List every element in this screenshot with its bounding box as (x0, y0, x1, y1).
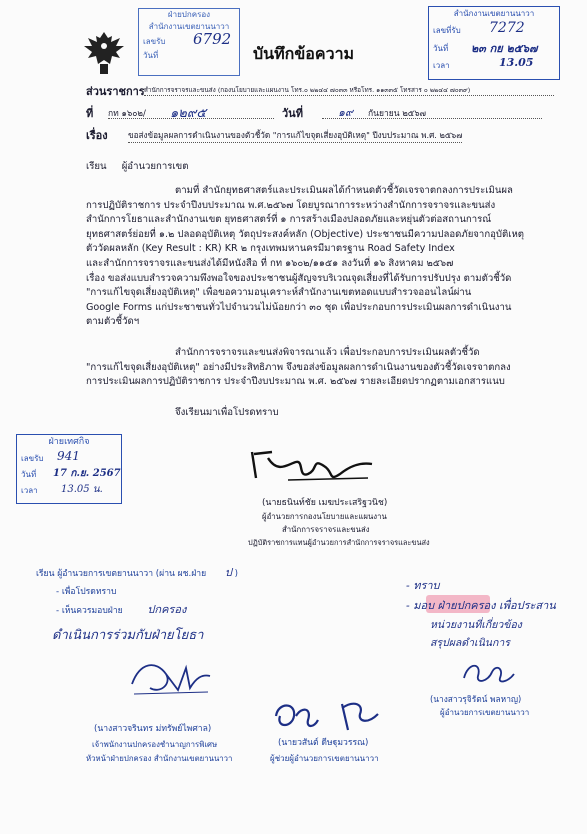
routing-to-handwritten: ป (224, 566, 232, 579)
ref-value: กท ๑๖๐๒/ (108, 109, 146, 119)
garuda-emblem-icon (82, 30, 126, 76)
paragraph-line: Google Forms แก่ประชาชนทั่วไปจำนวนไม่น้อยกว่า ๓๐ ชุด เพื่อประกอบการประเมินผลการดำเนินงาน (86, 301, 512, 313)
paragraph-line: การปฏิบัติราชการ ประจำปีงบประมาณ พ.ศ.๒๕๖๗ โดยบูรณาการระหว่างสำนักการจราจรและขนส่ง (86, 199, 496, 211)
paragraph-line: สำนักการจราจรและขนส่งพิจารณาแล้ว เพื่อประกอบการประเมินผลตัวชี้วัด (175, 347, 480, 358)
stamp-right-date-value: ๒๓ กย ๒๕๖๗ (471, 42, 538, 55)
routing-item-2-handwritten: ปกครอง (147, 603, 187, 616)
signature-director (248, 444, 378, 492)
receipt-stamp-right (428, 6, 560, 80)
body-paragraph-1 (86, 184, 524, 330)
stamp-office: ฝ่ายปกครอง (167, 10, 211, 19)
ref-label: ที่ (86, 107, 94, 120)
agency-value: สำนักการจราจรและขนส่ง (กองนโยบายและแผนงาน โทร.๐ ๒๒๔๔ ๗๐๓๓ หรือโทร. ๑๑๓๓๕ โทรสาร ๐ ๒๒๔๔ ๗๐๓๙) (144, 85, 554, 96)
assistant-position: ผู้ช่วยผู้อำนวยการเขตยานนาวา (270, 754, 379, 763)
sender-position-2: หัวหน้าฝ่ายปกครอง สำนักงานเขตยานนาวา (86, 754, 233, 763)
note-line-2: - มอบ ฝ่ายปกครอง เพื่อประสาน (406, 599, 556, 612)
paragraph-line: และสำนักการจราจรและขนส่งได้มีหนังสือ ที่ กท ๑๖๐๒/๑๑๕๑ ลงวันที่ ๑๖ สิงหาคม ๒๕๖๗ (86, 257, 454, 269)
stamp-recv-label: เลขรับ (143, 37, 166, 46)
sender-name: (นางสาวจรินทร ม่ทรัพย์ไพศาล) (94, 724, 212, 734)
subject-value: ขอส่งข้อมูลผลการดำเนินงานของตัวชี้วัด "การแก้ไขจุดเสี่ยงอุบัติเหตุ" ปีงบประมาณ พ.ศ. ๒๕๖๗ (128, 129, 462, 143)
stamp-right-time-value: 13.05 (499, 56, 534, 69)
note-line-4: สรุปผลดำเนินการ (430, 637, 510, 649)
ref-number-handwritten: ๑๒๙๕ (170, 106, 207, 121)
date-day: ๑๙ (338, 106, 354, 119)
stamp-traffic-time-label: เวลา (21, 486, 38, 495)
paragraph-line: สำนักการโยธาและสำนักงานเขต ยุทธศาสตร์ที่ ๑ การสร้างเมืองปลอดภัยและหยุ่นตัวต่อสถานการณ์ (86, 214, 492, 226)
routing-item-2 (56, 603, 186, 618)
signatory-name: (นายธนินท์ชัย เมฆประเสริฐวนิช) (262, 498, 388, 508)
routing-header: เรียน ผู้อำนวยการเขตยานนาวา (ผ่าน ผช.ฝ่าย ป ) (36, 566, 238, 579)
agency-row (86, 82, 556, 98)
paragraph-line: ตามที่ สำนักยุทธศาสตร์และประเมินผลได้กำหนดตัวชี้วัดเจรจาตกลงการประเมินผล (175, 185, 513, 196)
paragraph-line: ยุทธศาสตร์ย่อยที่ ๑.๒ ปลอดอุบัติเหตุ วัตถุประสงค์หลัก (Objective) ประชาชนมีความปลอดภัยจากอุบัติเหตุ (86, 228, 525, 240)
signatory-position-2: สำนักการจราจรและขนส่ง (282, 525, 370, 534)
paragraph-line: "การแก้ไขจุดเสี่ยงอุบัติเหตุ" อย่างมีประสิทธิภาพ จึงขอส่งข้อมูลผลการดำเนินงานของตัวชี้วัดเจรจาตกลง (86, 361, 511, 373)
paragraph-line: ตามตัวชี้วัดฯ (86, 316, 140, 328)
memo-title: บันทึกข้อความ (253, 44, 355, 63)
note-line-3: หน่วยงานที่เกี่ยวข้อง (430, 619, 522, 631)
paragraph-line: ตัววัดผลหลัก (Key Result : KR) KR ๒ กรุงเทพมหานครมีมาตรฐาน Road Safety Index (86, 243, 455, 255)
district-director-name: (นางสาวรุจิรัตน์ พลหาญ) (430, 694, 522, 704)
routing-to-label: เรียน ผู้อำนวยการเขตยานนาวา (ผ่าน ผช.ฝ่าย (36, 569, 207, 579)
district-director-position: ผู้อำนวยการเขตยานนาวา (440, 708, 530, 717)
salutation (86, 160, 188, 174)
paragraph-line: "การแก้ไขจุดเสี่ยงอุบัติเหตุ" เพื่อขอความอนุเคราะห์สำนักงานเขตทอดแบบสำรวจออนไลน์ผ่าน (86, 287, 472, 299)
stamp-traffic-time-value: 13.05 น. (61, 484, 103, 495)
signatory-position-1: ผู้อำนวยการกองนโยบายและแผนงาน (262, 512, 387, 521)
salutation-value: ผู้อำนวยการเขต (121, 161, 189, 172)
stamp-traffic-date-value: 17 ก.ย. 2567 (53, 468, 121, 479)
signature-sender (126, 654, 216, 702)
routing-item-1: - เพื่อโปรดทราบ (56, 587, 117, 597)
date-label: วันที่ (282, 107, 303, 120)
stamp-district: สำนักงานเขตยานนาวา (148, 22, 230, 31)
stamp-right-date-label: วันที่ (433, 44, 449, 53)
signature-district-director (458, 658, 518, 692)
stamp-traffic-recv-label: เลขรับ (21, 454, 44, 463)
agency-label: ส่วนราชการ (86, 85, 145, 98)
stamp-traffic-unit: ฝ่ายเทศกิจ (48, 437, 90, 447)
routing-item-2-prefix: - เห็นควรมอบฝ่าย (56, 606, 123, 616)
paragraph-line: การประเมินผลการปฏิบัติราชการ ประจำปีงบประมาณ พ.ศ. ๒๕๖๗ รายละเอียดปรากฏตามเอกสารแนบ (86, 376, 505, 388)
closing-line: จึงเรียนมาเพื่อโปรดทราบ (175, 407, 279, 418)
ref-row (86, 104, 556, 120)
date-rest: กันยายน ๒๕๖๗ (368, 109, 427, 119)
routing-item-3-handwritten: ดำเนินการร่วมกับฝ่ายโยธา (52, 628, 204, 643)
stamp-traffic-recv-number: 941 (57, 449, 80, 463)
sender-position-1: เจ้าพนักงานปกครองชำนาญการพิเศษ (92, 740, 218, 749)
stamp-right-recv-number: 7272 (489, 20, 525, 36)
stamp-right-district: สำนักงานเขตยานนาวา (453, 9, 535, 18)
signature-assistant (268, 694, 388, 738)
stamp-traffic-date-label: วันที่ (21, 470, 37, 479)
salutation-label: เรียน (86, 161, 107, 172)
note-line-1: - ทราบ (406, 579, 440, 592)
stamp-date-label: วันที่ (143, 51, 159, 60)
receipt-stamp-left (138, 8, 240, 76)
body-paragraph-2 (86, 346, 511, 390)
subject-row (86, 126, 556, 142)
subject-label: เรื่อง (86, 129, 108, 142)
paragraph-line: เรื่อง ขอส่งแบบสำรวจความพึงพอใจของประชาชนผู้สัญจรบริเวณจุดเสี่ยงที่ได้รับการปรับปรุง ตามตัวชี้วัด (86, 272, 512, 284)
receipt-stamp-traffic (16, 434, 122, 504)
stamp-recv-number: 6792 (193, 30, 232, 48)
stamp-right-recv-label: เลขที่รับ (433, 26, 461, 35)
assistant-name: (นายวสันต์ ดีษฐุมวรรณ) (278, 738, 369, 748)
signatory-position-3: ปฏิบัติราชการแทนผู้อำนวยการสำนักการจราจรและขนส่ง (248, 538, 430, 547)
stamp-right-time-label: เวลา (433, 61, 450, 70)
